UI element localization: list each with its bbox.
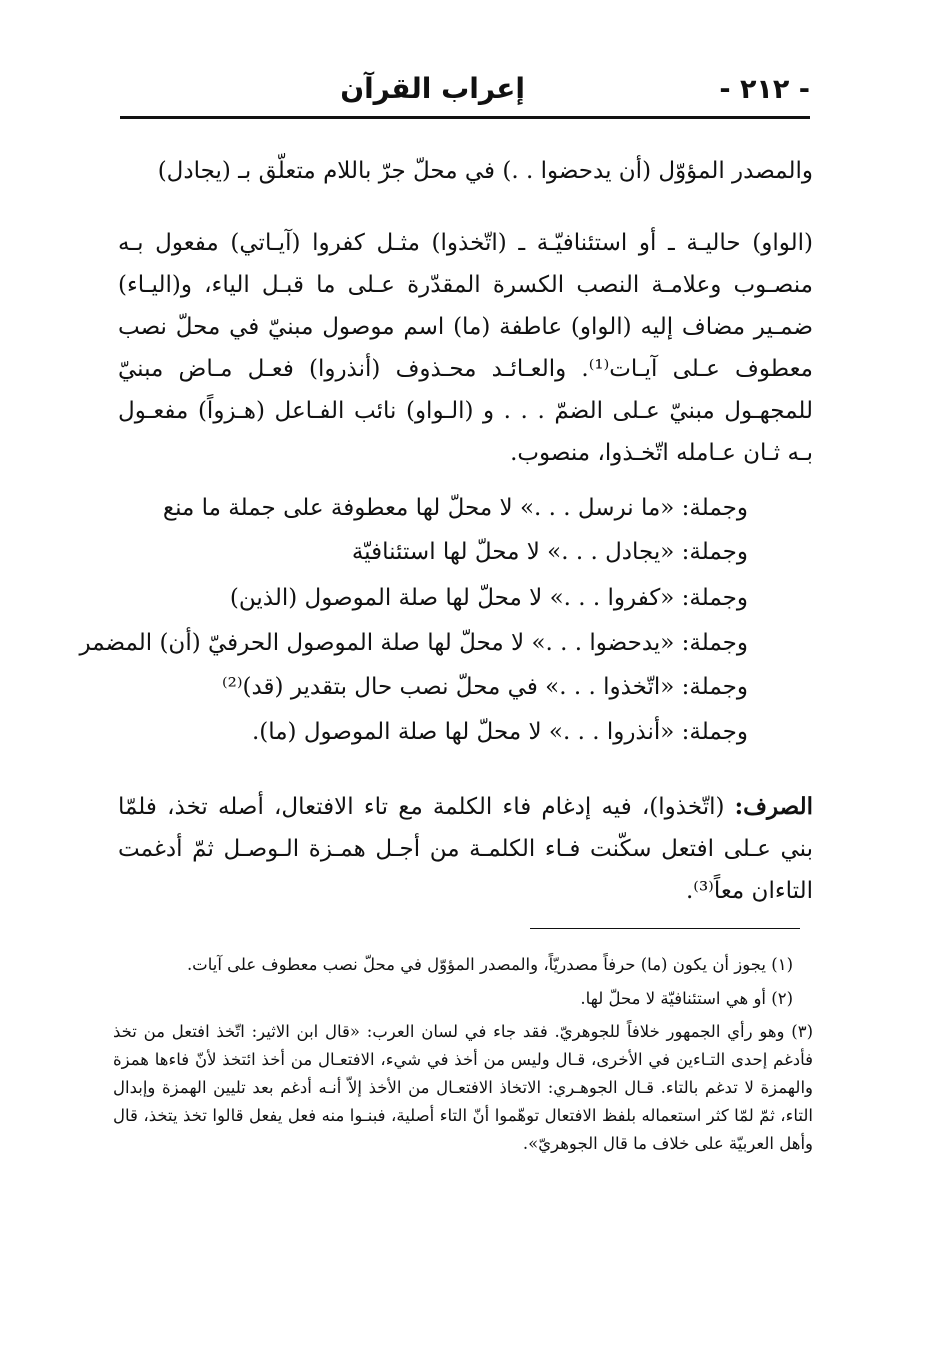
footnote-2: (٢) أو هي استئنافيّة لا محلّ لها. (580, 989, 793, 1008)
sentence-line: وجملة: «كفروا . . .» لا محلّ لها صلة الموصول (الذين) (229, 585, 748, 611)
paragraph-sarf (118, 786, 813, 912)
sarf-term: الصرف: (734, 793, 813, 820)
paragraph-irab: (الواو) حاليـة ـ أو استئنافيّـة ـ (اتّخذوا) مثـل كفروا (آيـاتي) مفعول بـه منصـوب وعلامـة النصب الكسرة المقدّرة عـلى ما قبـل الياء، و(اليـاء) ضمـير مضاف إليه (الواو) عاطفة (ما) اسم موصول مبنيّ في محلّ نصب معطوف عـلى آيـات⁽¹⁾. والعـائـد محـذوف (أنذروا) فعـل مـاض مبنيّ للمجهـول مبنيّ عـلى الضمّ . . . و (الـواو) نائب الفـاعل (هـزواً) مفعـول بـه ثـان عـامله اتّخـذوا، منصوب. (118, 230, 813, 466)
sentence-line: وجملة: «أنذروا . . .» لا محلّ لها صلة الموصول (ما). (251, 719, 748, 745)
page-header (120, 70, 810, 119)
sentence-line: وجملة: «ما نرسل . . .» لا محلّ لها معطوفة على جملة ما منع (162, 495, 748, 521)
sentence-line: وجملة: «اتّخذوا . . .» في محلّ نصب حال بتقدير (قد)⁽²⁾ (221, 674, 748, 700)
footnote-1: (١) يجوز أن يكون (ما) حرفاً مصدريّاً، والمصدر المؤوّل في محلّ نصب معطوف على آيات. (186, 955, 793, 974)
paragraph-masdar: والمصدر المؤوّل (أن يدحضوا . .) في محلّ جرّ باللام متعلّق بـ (يجادل) (157, 158, 813, 184)
footnote-3: (٣) وهو رأي الجمهور خلافاً للجوهريّ. فقد جاء في لسان العرب: «قال ابن الاثير: اتّخذ افتعل من تخذ فأدغم إحدى التـاءين في الأخرى، قـال وليس من أخذ في شيء، الافتعـال من أخذ ائتخذ لأنّ فاءها همزة والهمزة لا تدغم بالتاء. قـال الجوهـري: الاتخاذ الافتعـال من الأخذ إلاّ أنـه أدغم بعد تليين الهمزة وإبدال التاء، ثمّ لمّا كثر استعماله بلفظ الافتعال توهّموا أنّ التاء أصلية، فبنـوا منه فعل يفعل قالوا تخذ يتخذ، قال وأهل العربيّة على خلاف ما قال الجوهريّ». (113, 1022, 813, 1153)
footnote-separator (530, 928, 800, 929)
running-title: إعراب القرآن (340, 72, 525, 105)
page-number: - ٢١٢ - (719, 74, 810, 105)
sarf-text: (اتّخذوا)، فيه إدغام فاء الكلمة مع تاء الافتعال، أصله تخذ، فلمّا بني عـلى افتعل سكّنت فـاء الكلمـة من أجـل همـزة الـوصـل ثمّ أدغمت التاءان معاً⁽³⁾. (118, 794, 813, 904)
sentence-line: وجملة: «يجادل . . .» لا محلّ لها استئنافيّة (351, 539, 748, 565)
sentence-line: وجملة: «يدحضوا . . .» لا محلّ لها صلة الموصول الحرفيّ (أن) المضمر (79, 630, 748, 656)
